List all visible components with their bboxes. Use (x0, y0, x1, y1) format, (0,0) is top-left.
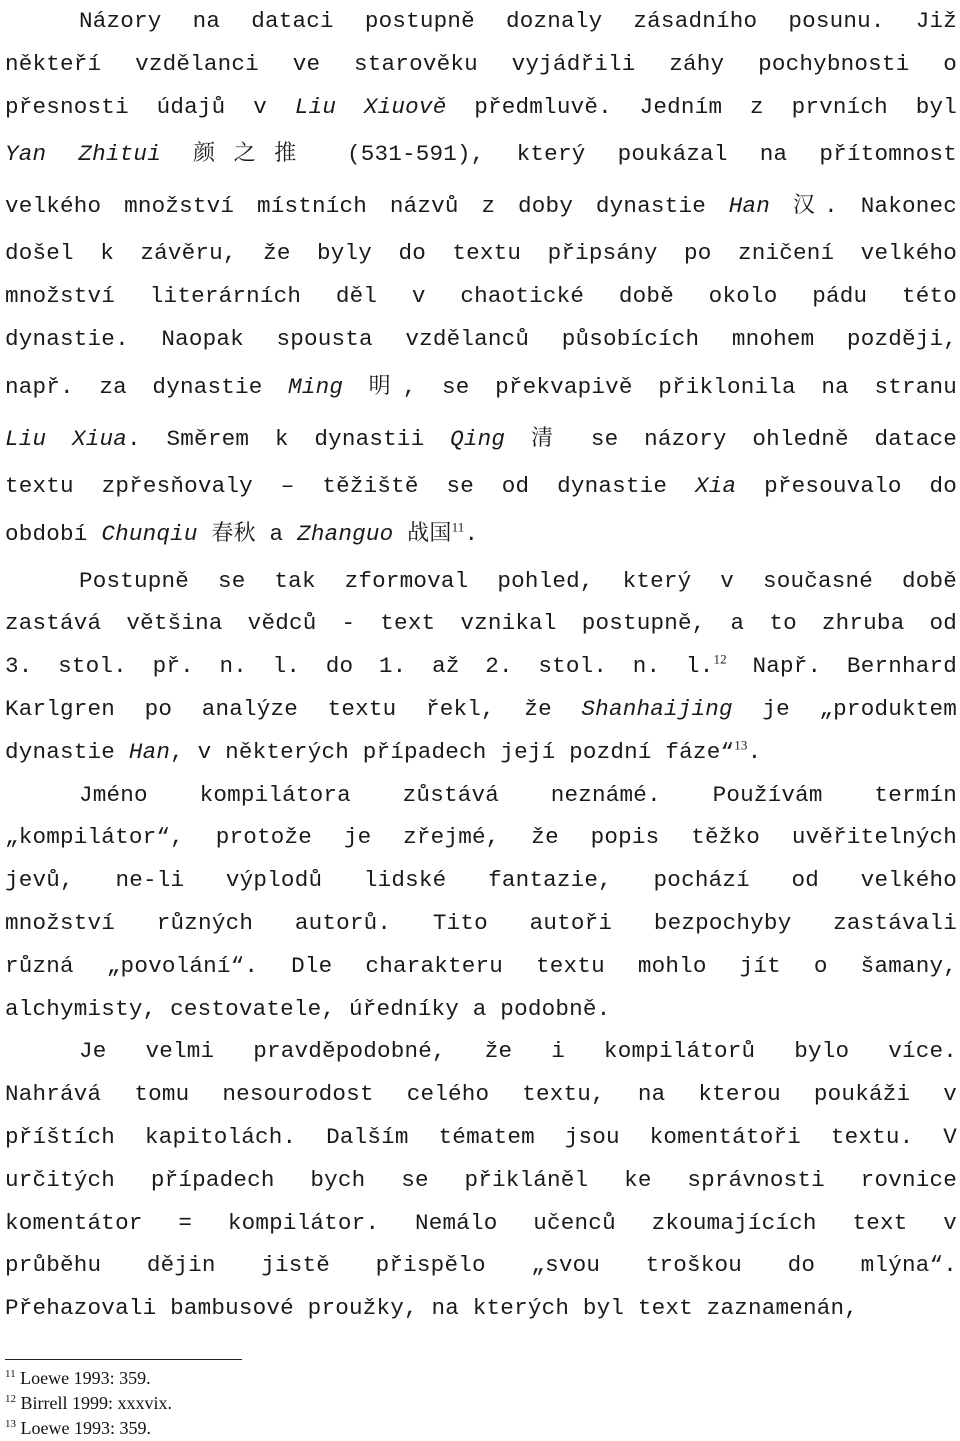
text-run: dynastie (5, 738, 129, 765)
footnote-reference: 13 (734, 737, 748, 753)
text-run: , se překvapivě přiklonila na stranu (402, 373, 957, 400)
footnotes (5, 1366, 172, 1441)
italic-term: Liu Xiuově (294, 93, 447, 120)
footnote-13 (5, 1416, 172, 1441)
body-text (5, 0, 957, 1330)
text-line (5, 1244, 957, 1287)
text-run: např. za dynastie (5, 373, 289, 400)
text-run: množství různých autorů. Tito autoři bezpochyby zastávali (5, 909, 957, 936)
text-run: různá „povolání“. Dle charakteru textu mohlo jít o šamany, (5, 952, 957, 979)
italic-term: Ming (288, 373, 344, 400)
text-line (5, 180, 957, 232)
text-run: je „produktem (732, 695, 958, 722)
footnote-11 (5, 1366, 172, 1391)
italic-term: Xia (694, 472, 737, 499)
footnote-12 (5, 1391, 172, 1416)
text-run (505, 426, 531, 452)
text-line (5, 816, 957, 859)
text-run: alchymisty, cestovatele, úředníky a podobně. (5, 995, 611, 1022)
chinese-characters: 颜之推 (193, 141, 315, 167)
text-line (5, 43, 957, 86)
chinese-characters: 明 (368, 373, 403, 399)
text-line (5, 0, 957, 43)
paragraph-3 (5, 774, 957, 1031)
text-run: komentátor = kompilátor. Nemálo učenců zkoumajících text v (5, 1209, 957, 1236)
text-line (5, 128, 957, 180)
text-run: textu zpřesňovaly – těžiště se od dynastie (5, 472, 695, 499)
text-line (5, 1073, 957, 1116)
text-line (5, 1202, 957, 1245)
text-run: došel k závěru, že byly do textu připsány po zničení velkého (5, 240, 957, 267)
footnote-text: Birrell 1999: xxxvix. (20, 1393, 172, 1413)
footnote-text: Loewe 1993: 359. (20, 1418, 151, 1438)
italic-term: Han (728, 193, 771, 220)
text-line (5, 232, 957, 275)
text-run: a (255, 520, 298, 547)
text-run: . Nakonec (824, 193, 958, 220)
paragraph-2 (5, 560, 957, 774)
text-line (5, 86, 957, 129)
text-run: (531-591), který poukázal na přítomnost (314, 141, 958, 168)
text-line (5, 560, 957, 603)
text-line (5, 1116, 957, 1159)
italic-term: Yan Zhitui (5, 141, 161, 168)
text-run: Je velmi pravděpodobné, že i kompilátorů bylo více. (79, 1038, 957, 1065)
text-line (5, 602, 957, 645)
text-run (161, 141, 193, 167)
italic-term: Qing (450, 425, 506, 452)
text-run: průběhu dějin jistě přispělo „svou troškou do mlýna“. (5, 1252, 957, 1279)
text-run: zastává většina vědců - text vznikal postupně, a to zhruba od (5, 610, 957, 637)
chinese-characters: 战国 (407, 520, 452, 546)
text-line (5, 859, 957, 902)
text-run: jevů, ne-li výplodů lidské fantazie, pochází od velkého (5, 867, 957, 894)
text-line (5, 645, 957, 688)
text-line (5, 1030, 957, 1073)
text-run: velkého množství místních názvů z doby dynastie (5, 193, 729, 220)
text-run: někteří vzdělanci ve starověku vyjádřili záhy pochybnosti o (5, 50, 957, 77)
text-line (5, 688, 957, 731)
chinese-characters: 清 (530, 425, 566, 451)
footnote-reference: 11 (451, 519, 465, 535)
text-run: Karlgren po analýze textu řekl, že (5, 695, 582, 722)
text-run (393, 521, 407, 547)
text-run: . (747, 738, 762, 765)
text-run: určitých případech bych se přikláněl ke správnosti rovnice (5, 1166, 957, 1193)
footnote-number: 11 (5, 1368, 16, 1380)
text-line (5, 902, 957, 945)
text-line (5, 508, 957, 560)
text-run: přesouvalo do (736, 472, 957, 499)
text-line (5, 774, 957, 817)
text-line (5, 945, 957, 988)
text-run: „kompilátor“, protože je zřejmé, že popis těžko uvěřitelných (5, 824, 957, 851)
text-run: Jméno kompilátora zůstává neznámé. Používám termín (79, 781, 957, 808)
text-line (5, 465, 957, 508)
chinese-characters: 春秋 (211, 520, 256, 546)
text-run: předmluvě. Jedním z prvních byl (446, 93, 957, 120)
text-run: Postupně se tak zformoval pohled, který v současné době (79, 567, 957, 594)
text-run: , v některých případech její pozdní fáze“ (170, 738, 735, 765)
text-run: Přehazovali bambusové proužky, na kterých byl text zaznamenán, (5, 1295, 859, 1322)
text-run: množství literárních děl v chaotické době okolo pádu této (5, 283, 957, 310)
text-line (5, 1287, 957, 1330)
italic-term: Han (128, 738, 171, 765)
text-run (343, 374, 369, 400)
text-line (5, 988, 957, 1031)
italic-term: Shanhaijing (581, 695, 733, 722)
text-line (5, 1159, 957, 1202)
text-run: příštích kapitolách. Dalším tématem jsou komentátoři textu. V (5, 1123, 957, 1150)
text-run: se názory ohledně datace (565, 425, 958, 452)
footnote-reference: 12 (713, 651, 727, 667)
paragraph-4 (5, 1030, 957, 1330)
text-run: Nahrává tomu nesourodost celého textu, na kterou poukáži v (5, 1081, 957, 1108)
footnote-text: Loewe 1993: 359. (20, 1368, 151, 1388)
footnote-number: 13 (5, 1418, 16, 1430)
chinese-characters: 汉 (792, 193, 825, 219)
footnote-number: 12 (5, 1393, 16, 1405)
text-run (198, 521, 212, 547)
italic-term: Liu Xiua (5, 425, 128, 452)
text-line (5, 318, 957, 361)
paragraph-1 (5, 0, 957, 560)
text-run: období (5, 520, 102, 547)
text-run: dynastie. Naopak spousta vzdělanců působících mnohem později, (5, 325, 957, 352)
italic-term: Zhanguo (297, 520, 394, 547)
text-line (5, 413, 957, 465)
footnote-separator (5, 1359, 242, 1360)
text-line (5, 361, 957, 413)
text-line (5, 731, 957, 774)
text-run: Názory na dataci postupně doznaly zásadního posunu. Již (79, 8, 957, 34)
text-run: přesnosti údajů v (5, 93, 295, 120)
text-line (5, 275, 957, 318)
text-run: Např. Bernhard (726, 653, 957, 680)
text-run: 3. stol. př. n. l. do 1. až 2. stol. n. l. (5, 653, 714, 680)
document-page (5, 0, 957, 1330)
text-run: . (464, 520, 479, 547)
text-run (770, 193, 793, 219)
text-run: . Směrem k dynastii (127, 425, 451, 452)
italic-term: Chunqiu (101, 520, 198, 547)
